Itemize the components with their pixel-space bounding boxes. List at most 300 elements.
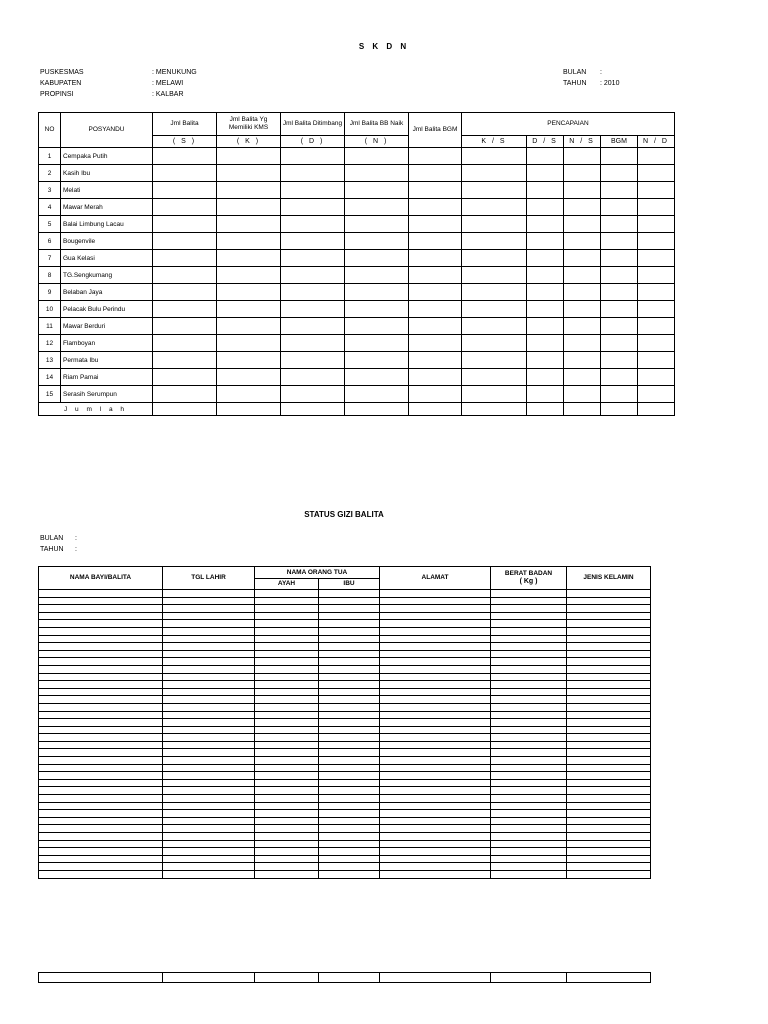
entry-cell[interactable]	[567, 734, 651, 742]
entry-cell[interactable]	[255, 726, 319, 734]
entry-cell[interactable]	[255, 802, 319, 810]
data-cell[interactable]	[527, 165, 564, 182]
entry-cell[interactable]	[39, 825, 163, 833]
data-cell[interactable]	[409, 233, 462, 250]
entry-cell[interactable]	[567, 772, 651, 780]
data-cell[interactable]	[345, 335, 409, 352]
total-cell[interactable]	[638, 403, 675, 416]
entry-cell[interactable]	[163, 650, 255, 658]
entry-cell[interactable]	[255, 810, 319, 818]
entry-cell[interactable]	[491, 802, 567, 810]
data-cell[interactable]	[217, 165, 281, 182]
entry-cell[interactable]	[39, 673, 163, 681]
data-cell[interactable]	[638, 233, 675, 250]
entry-cell[interactable]	[567, 848, 651, 856]
entry-cell[interactable]	[163, 810, 255, 818]
data-cell[interactable]	[527, 369, 564, 386]
entry-cell[interactable]	[380, 688, 491, 696]
entry-cell[interactable]	[163, 757, 255, 765]
entry-cell[interactable]	[319, 696, 380, 704]
entry-cell[interactable]	[163, 734, 255, 742]
data-cell[interactable]	[281, 233, 345, 250]
entry-cell[interactable]	[255, 840, 319, 848]
data-cell[interactable]	[601, 267, 638, 284]
entry-cell[interactable]	[319, 817, 380, 825]
data-cell[interactable]	[601, 250, 638, 267]
data-cell[interactable]	[345, 216, 409, 233]
entry-cell[interactable]	[39, 688, 163, 696]
entry-cell[interactable]	[255, 817, 319, 825]
data-cell[interactable]	[462, 216, 527, 233]
data-cell[interactable]	[527, 318, 564, 335]
entry-cell[interactable]	[567, 802, 651, 810]
entry-cell[interactable]	[380, 764, 491, 772]
entry-cell[interactable]	[319, 840, 380, 848]
entry-cell[interactable]	[163, 612, 255, 620]
entry-cell[interactable]	[567, 696, 651, 704]
entry-cell[interactable]	[380, 673, 491, 681]
entry-cell[interactable]	[491, 711, 567, 719]
entry-cell[interactable]	[491, 840, 567, 848]
entry-cell[interactable]	[163, 681, 255, 689]
data-cell[interactable]	[345, 284, 409, 301]
entry-cell[interactable]	[319, 673, 380, 681]
entry-cell[interactable]	[319, 711, 380, 719]
data-cell[interactable]	[462, 352, 527, 369]
entry-cell[interactable]	[567, 870, 651, 878]
data-cell[interactable]	[345, 369, 409, 386]
entry-cell[interactable]	[319, 681, 380, 689]
entry-cell[interactable]	[491, 779, 567, 787]
data-cell[interactable]	[217, 301, 281, 318]
entry-cell[interactable]	[567, 764, 651, 772]
data-cell[interactable]	[153, 284, 217, 301]
entry-cell[interactable]	[491, 741, 567, 749]
entry-cell[interactable]	[39, 741, 163, 749]
data-cell[interactable]	[527, 199, 564, 216]
total-cell[interactable]	[527, 403, 564, 416]
data-cell[interactable]	[281, 352, 345, 369]
data-cell[interactable]	[462, 267, 527, 284]
entry-cell[interactable]	[255, 870, 319, 878]
data-cell[interactable]	[345, 165, 409, 182]
entry-cell[interactable]	[567, 779, 651, 787]
entry-cell[interactable]	[491, 590, 567, 598]
entry-cell[interactable]	[255, 757, 319, 765]
entry-cell[interactable]	[567, 741, 651, 749]
data-cell[interactable]	[345, 233, 409, 250]
data-cell[interactable]	[462, 369, 527, 386]
data-cell[interactable]	[281, 216, 345, 233]
footer-cell[interactable]	[255, 973, 319, 983]
entry-cell[interactable]	[255, 779, 319, 787]
entry-cell[interactable]	[163, 627, 255, 635]
entry-cell[interactable]	[255, 688, 319, 696]
entry-cell[interactable]	[255, 825, 319, 833]
data-cell[interactable]	[462, 284, 527, 301]
data-cell[interactable]	[638, 284, 675, 301]
data-cell[interactable]	[409, 216, 462, 233]
entry-cell[interactable]	[255, 605, 319, 613]
entry-cell[interactable]	[39, 870, 163, 878]
data-cell[interactable]	[638, 352, 675, 369]
entry-cell[interactable]	[567, 643, 651, 651]
entry-cell[interactable]	[163, 870, 255, 878]
entry-cell[interactable]	[380, 870, 491, 878]
data-cell[interactable]	[462, 250, 527, 267]
data-cell[interactable]	[564, 250, 601, 267]
data-cell[interactable]	[153, 352, 217, 369]
data-cell[interactable]	[281, 165, 345, 182]
entry-cell[interactable]	[567, 711, 651, 719]
entry-cell[interactable]	[39, 605, 163, 613]
entry-cell[interactable]	[163, 772, 255, 780]
entry-cell[interactable]	[380, 681, 491, 689]
data-cell[interactable]	[564, 318, 601, 335]
entry-cell[interactable]	[163, 719, 255, 727]
entry-cell[interactable]	[255, 673, 319, 681]
data-cell[interactable]	[601, 369, 638, 386]
entry-cell[interactable]	[491, 703, 567, 711]
data-cell[interactable]	[527, 301, 564, 318]
entry-cell[interactable]	[163, 711, 255, 719]
entry-cell[interactable]	[319, 802, 380, 810]
data-cell[interactable]	[345, 199, 409, 216]
data-cell[interactable]	[281, 386, 345, 403]
data-cell[interactable]	[153, 386, 217, 403]
data-cell[interactable]	[564, 386, 601, 403]
footer-cell[interactable]	[319, 973, 380, 983]
entry-cell[interactable]	[319, 787, 380, 795]
entry-cell[interactable]	[39, 643, 163, 651]
entry-cell[interactable]	[163, 741, 255, 749]
entry-cell[interactable]	[163, 787, 255, 795]
entry-cell[interactable]	[163, 779, 255, 787]
data-cell[interactable]	[345, 318, 409, 335]
entry-cell[interactable]	[380, 855, 491, 863]
data-cell[interactable]	[601, 284, 638, 301]
data-cell[interactable]	[281, 199, 345, 216]
entry-cell[interactable]	[380, 802, 491, 810]
entry-cell[interactable]	[491, 681, 567, 689]
entry-cell[interactable]	[255, 635, 319, 643]
entry-cell[interactable]	[255, 719, 319, 727]
entry-cell[interactable]	[255, 590, 319, 598]
entry-cell[interactable]	[319, 825, 380, 833]
data-cell[interactable]	[409, 199, 462, 216]
data-cell[interactable]	[345, 352, 409, 369]
entry-cell[interactable]	[319, 703, 380, 711]
entry-cell[interactable]	[255, 749, 319, 757]
data-cell[interactable]	[217, 199, 281, 216]
total-cell[interactable]	[345, 403, 409, 416]
entry-cell[interactable]	[319, 627, 380, 635]
data-cell[interactable]	[462, 301, 527, 318]
entry-cell[interactable]	[380, 597, 491, 605]
entry-cell[interactable]	[491, 696, 567, 704]
entry-cell[interactable]	[319, 665, 380, 673]
entry-cell[interactable]	[163, 764, 255, 772]
entry-cell[interactable]	[163, 749, 255, 757]
entry-cell[interactable]	[39, 795, 163, 803]
entry-cell[interactable]	[380, 665, 491, 673]
entry-cell[interactable]	[163, 703, 255, 711]
data-cell[interactable]	[638, 267, 675, 284]
entry-cell[interactable]	[567, 597, 651, 605]
entry-cell[interactable]	[491, 719, 567, 727]
data-cell[interactable]	[409, 369, 462, 386]
entry-cell[interactable]	[567, 795, 651, 803]
data-cell[interactable]	[638, 318, 675, 335]
entry-cell[interactable]	[380, 719, 491, 727]
entry-cell[interactable]	[39, 833, 163, 841]
data-cell[interactable]	[153, 199, 217, 216]
entry-cell[interactable]	[163, 855, 255, 863]
data-cell[interactable]	[638, 148, 675, 165]
entry-cell[interactable]	[567, 627, 651, 635]
data-cell[interactable]	[217, 386, 281, 403]
entry-cell[interactable]	[39, 665, 163, 673]
entry-cell[interactable]	[319, 870, 380, 878]
entry-cell[interactable]	[319, 658, 380, 666]
entry-cell[interactable]	[319, 810, 380, 818]
entry-cell[interactable]	[39, 719, 163, 727]
data-cell[interactable]	[281, 335, 345, 352]
data-cell[interactable]	[409, 352, 462, 369]
entry-cell[interactable]	[255, 681, 319, 689]
entry-cell[interactable]	[39, 764, 163, 772]
entry-cell[interactable]	[319, 612, 380, 620]
entry-cell[interactable]	[39, 817, 163, 825]
entry-cell[interactable]	[39, 855, 163, 863]
data-cell[interactable]	[601, 199, 638, 216]
data-cell[interactable]	[462, 165, 527, 182]
entry-cell[interactable]	[319, 726, 380, 734]
entry-cell[interactable]	[380, 612, 491, 620]
entry-cell[interactable]	[255, 696, 319, 704]
entry-cell[interactable]	[491, 605, 567, 613]
entry-cell[interactable]	[163, 665, 255, 673]
entry-cell[interactable]	[163, 817, 255, 825]
entry-cell[interactable]	[491, 734, 567, 742]
entry-cell[interactable]	[163, 597, 255, 605]
entry-cell[interactable]	[319, 795, 380, 803]
entry-cell[interactable]	[319, 635, 380, 643]
data-cell[interactable]	[462, 182, 527, 199]
entry-cell[interactable]	[380, 711, 491, 719]
entry-cell[interactable]	[380, 787, 491, 795]
entry-cell[interactable]	[567, 817, 651, 825]
entry-cell[interactable]	[163, 863, 255, 871]
entry-cell[interactable]	[163, 635, 255, 643]
footer-cell[interactable]	[39, 973, 163, 983]
entry-cell[interactable]	[163, 605, 255, 613]
entry-cell[interactable]	[567, 787, 651, 795]
data-cell[interactable]	[601, 216, 638, 233]
data-cell[interactable]	[638, 165, 675, 182]
entry-cell[interactable]	[491, 665, 567, 673]
data-cell[interactable]	[281, 369, 345, 386]
data-cell[interactable]	[153, 148, 217, 165]
data-cell[interactable]	[638, 199, 675, 216]
data-cell[interactable]	[409, 386, 462, 403]
data-cell[interactable]	[217, 369, 281, 386]
total-cell[interactable]	[217, 403, 281, 416]
entry-cell[interactable]	[39, 802, 163, 810]
entry-cell[interactable]	[39, 772, 163, 780]
entry-cell[interactable]	[491, 833, 567, 841]
data-cell[interactable]	[527, 216, 564, 233]
entry-cell[interactable]	[380, 825, 491, 833]
entry-cell[interactable]	[567, 658, 651, 666]
data-cell[interactable]	[153, 301, 217, 318]
data-cell[interactable]	[564, 301, 601, 318]
entry-cell[interactable]	[255, 741, 319, 749]
entry-cell[interactable]	[255, 612, 319, 620]
entry-cell[interactable]	[39, 779, 163, 787]
data-cell[interactable]	[217, 352, 281, 369]
entry-cell[interactable]	[319, 620, 380, 628]
entry-cell[interactable]	[255, 787, 319, 795]
data-cell[interactable]	[601, 148, 638, 165]
data-cell[interactable]	[409, 165, 462, 182]
data-cell[interactable]	[564, 165, 601, 182]
data-cell[interactable]	[345, 301, 409, 318]
entry-cell[interactable]	[319, 643, 380, 651]
data-cell[interactable]	[638, 369, 675, 386]
entry-cell[interactable]	[39, 627, 163, 635]
data-cell[interactable]	[409, 301, 462, 318]
entry-cell[interactable]	[380, 757, 491, 765]
entry-cell[interactable]	[319, 605, 380, 613]
data-cell[interactable]	[462, 335, 527, 352]
data-cell[interactable]	[153, 318, 217, 335]
entry-cell[interactable]	[319, 650, 380, 658]
entry-cell[interactable]	[319, 757, 380, 765]
data-cell[interactable]	[527, 233, 564, 250]
footer-cell[interactable]	[163, 973, 255, 983]
entry-cell[interactable]	[567, 703, 651, 711]
entry-cell[interactable]	[567, 719, 651, 727]
entry-cell[interactable]	[380, 696, 491, 704]
data-cell[interactable]	[601, 352, 638, 369]
entry-cell[interactable]	[39, 734, 163, 742]
data-cell[interactable]	[462, 318, 527, 335]
data-cell[interactable]	[601, 386, 638, 403]
entry-cell[interactable]	[567, 863, 651, 871]
data-cell[interactable]	[345, 182, 409, 199]
entry-cell[interactable]	[491, 863, 567, 871]
data-cell[interactable]	[281, 148, 345, 165]
footer-cell[interactable]	[567, 973, 651, 983]
data-cell[interactable]	[217, 267, 281, 284]
entry-cell[interactable]	[491, 726, 567, 734]
data-cell[interactable]	[601, 182, 638, 199]
entry-cell[interactable]	[567, 825, 651, 833]
footer-cell[interactable]	[380, 973, 491, 983]
data-cell[interactable]	[409, 148, 462, 165]
entry-cell[interactable]	[163, 840, 255, 848]
entry-cell[interactable]	[163, 825, 255, 833]
entry-cell[interactable]	[380, 635, 491, 643]
data-cell[interactable]	[409, 250, 462, 267]
entry-cell[interactable]	[380, 605, 491, 613]
data-cell[interactable]	[527, 250, 564, 267]
entry-cell[interactable]	[255, 650, 319, 658]
entry-cell[interactable]	[567, 833, 651, 841]
data-cell[interactable]	[345, 148, 409, 165]
entry-cell[interactable]	[380, 795, 491, 803]
entry-cell[interactable]	[380, 817, 491, 825]
entry-cell[interactable]	[163, 590, 255, 598]
entry-cell[interactable]	[255, 734, 319, 742]
entry-cell[interactable]	[255, 665, 319, 673]
entry-cell[interactable]	[491, 764, 567, 772]
entry-cell[interactable]	[380, 643, 491, 651]
entry-cell[interactable]	[567, 635, 651, 643]
data-cell[interactable]	[527, 267, 564, 284]
entry-cell[interactable]	[567, 590, 651, 598]
data-cell[interactable]	[153, 216, 217, 233]
total-cell[interactable]	[409, 403, 462, 416]
data-cell[interactable]	[564, 352, 601, 369]
data-cell[interactable]	[345, 267, 409, 284]
entry-cell[interactable]	[163, 643, 255, 651]
entry-cell[interactable]	[567, 605, 651, 613]
entry-cell[interactable]	[319, 741, 380, 749]
entry-cell[interactable]	[39, 703, 163, 711]
entry-cell[interactable]	[39, 848, 163, 856]
entry-cell[interactable]	[567, 688, 651, 696]
entry-cell[interactable]	[491, 795, 567, 803]
entry-cell[interactable]	[491, 848, 567, 856]
data-cell[interactable]	[217, 250, 281, 267]
total-cell[interactable]	[601, 403, 638, 416]
entry-cell[interactable]	[491, 810, 567, 818]
data-cell[interactable]	[153, 369, 217, 386]
data-cell[interactable]	[527, 284, 564, 301]
entry-cell[interactable]	[380, 590, 491, 598]
entry-cell[interactable]	[380, 658, 491, 666]
entry-cell[interactable]	[319, 749, 380, 757]
data-cell[interactable]	[409, 335, 462, 352]
data-cell[interactable]	[638, 335, 675, 352]
entry-cell[interactable]	[491, 787, 567, 795]
data-cell[interactable]	[638, 250, 675, 267]
entry-cell[interactable]	[319, 590, 380, 598]
data-cell[interactable]	[601, 335, 638, 352]
data-cell[interactable]	[217, 318, 281, 335]
data-cell[interactable]	[281, 301, 345, 318]
data-cell[interactable]	[601, 301, 638, 318]
entry-cell[interactable]	[163, 696, 255, 704]
entry-cell[interactable]	[567, 840, 651, 848]
entry-cell[interactable]	[567, 855, 651, 863]
data-cell[interactable]	[564, 216, 601, 233]
entry-cell[interactable]	[491, 825, 567, 833]
data-cell[interactable]	[601, 233, 638, 250]
entry-cell[interactable]	[380, 741, 491, 749]
entry-cell[interactable]	[491, 658, 567, 666]
entry-cell[interactable]	[319, 688, 380, 696]
entry-cell[interactable]	[380, 772, 491, 780]
data-cell[interactable]	[153, 267, 217, 284]
data-cell[interactable]	[564, 267, 601, 284]
entry-cell[interactable]	[39, 863, 163, 871]
data-cell[interactable]	[345, 250, 409, 267]
entry-cell[interactable]	[319, 833, 380, 841]
entry-cell[interactable]	[255, 627, 319, 635]
